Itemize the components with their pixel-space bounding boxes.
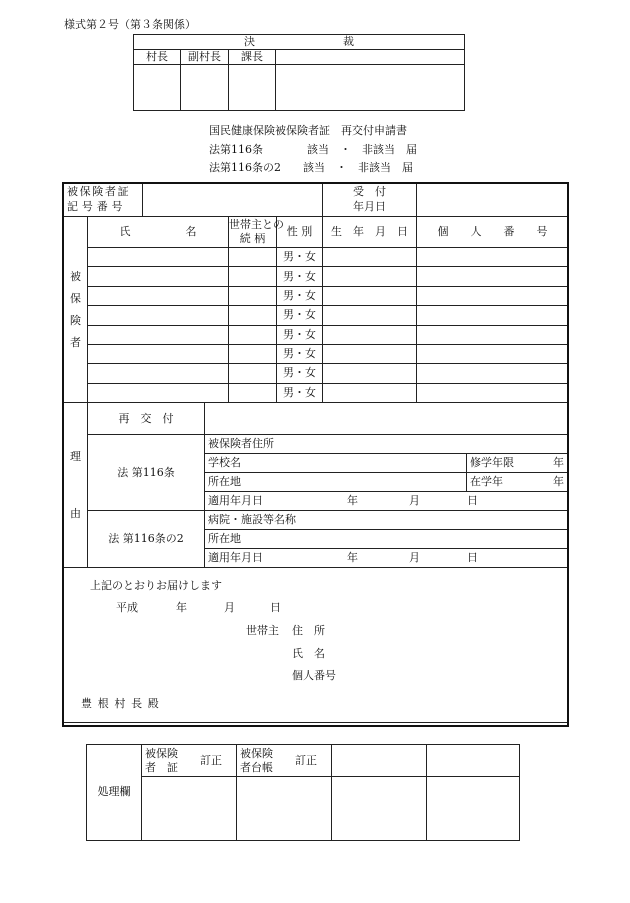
- insured-mynumber-field[interactable]: [417, 248, 569, 267]
- insured-mynumber-field[interactable]: [417, 306, 569, 325]
- processing-extra-header-2: [427, 745, 520, 777]
- insured-name-field[interactable]: [88, 248, 229, 267]
- insured-address-row[interactable]: 被保険者住所: [205, 435, 569, 454]
- processing-extra-header-1: [332, 745, 427, 777]
- declaration-box: [64, 568, 569, 723]
- processing-table: [86, 744, 520, 841]
- insured-name-field[interactable]: [88, 344, 229, 363]
- householder-address-label: 住 所: [292, 624, 325, 638]
- cert-number-field[interactable]: [143, 184, 323, 217]
- stamp-box-extra[interactable]: [276, 65, 465, 111]
- form-title: 国民健康保険被保険者証 再交付申請書: [209, 124, 407, 137]
- insured-mynumber-field[interactable]: [417, 383, 569, 402]
- reason-reissue-field[interactable]: [205, 403, 569, 435]
- processing-register-stamp[interactable]: [237, 777, 332, 841]
- householder-label: 世帯主: [246, 624, 279, 638]
- law116-apply-date-row[interactable]: 適用年月日 年 月 日: [205, 492, 569, 511]
- insured-mynumber-field[interactable]: [417, 267, 569, 286]
- main-form-table: [63, 183, 569, 723]
- processing-cert-stamp[interactable]: [142, 777, 237, 841]
- insured-relation-field[interactable]: [229, 248, 277, 267]
- reason-law116-2-label: 法 第116条の2: [88, 511, 205, 568]
- col-relation-header: 世帯主との 続 柄: [229, 217, 277, 248]
- school-location-row[interactable]: 所在地: [205, 473, 467, 492]
- processing-label: 処理欄: [87, 745, 142, 841]
- insured-gender-field[interactable]: 男・女: [277, 267, 323, 286]
- insured-name-field[interactable]: [88, 267, 229, 286]
- approval-col-vice-mayor: 副村長: [181, 50, 229, 65]
- insured-birth-field[interactable]: [323, 364, 417, 383]
- school-name-row[interactable]: 学校名: [205, 454, 467, 473]
- insured-relation-field[interactable]: [229, 325, 277, 344]
- insured-name-field[interactable]: [88, 383, 229, 402]
- reason-reissue-label: 再 交 付: [88, 403, 205, 435]
- insured-relation-field[interactable]: [229, 364, 277, 383]
- householder-name-label: 氏 名: [292, 647, 325, 661]
- insured-birth-field[interactable]: [323, 267, 417, 286]
- processing-extra-stamp-1[interactable]: [332, 777, 427, 841]
- insured-gender-field[interactable]: 男・女: [277, 306, 323, 325]
- insured-gender-field[interactable]: 男・女: [277, 383, 323, 402]
- col-name-header: 氏 名: [88, 217, 229, 248]
- insured-birth-field[interactable]: [323, 325, 417, 344]
- insured-relation-field[interactable]: [229, 286, 277, 305]
- reason-law116-label: 法 第116条: [88, 435, 205, 511]
- reason-section-label: 理 由: [64, 403, 88, 568]
- stamp-box-mayor[interactable]: [134, 65, 181, 111]
- insured-mynumber-field[interactable]: [417, 344, 569, 363]
- col-gender-header: 性 別: [277, 217, 323, 248]
- insured-mynumber-field[interactable]: [417, 325, 569, 344]
- approval-header: 決 裁: [134, 35, 465, 50]
- stamp-box-vice-mayor[interactable]: [181, 65, 229, 111]
- law116-line: 法第116条 該当 ・ 非該当 届: [209, 143, 417, 156]
- approval-col-mayor: 村長: [134, 50, 181, 65]
- insured-gender-field[interactable]: 男・女: [277, 248, 323, 267]
- insured-birth-field[interactable]: [323, 344, 417, 363]
- addressee: 豊 根 村 長 殿: [81, 697, 160, 711]
- insured-gender-field[interactable]: 男・女: [277, 286, 323, 305]
- insured-gender-field[interactable]: 男・女: [277, 325, 323, 344]
- householder-mynumber-label: 個人番号: [292, 669, 336, 683]
- in-school-years-cell[interactable]: 在学年 年: [467, 473, 569, 492]
- insured-relation-field[interactable]: [229, 344, 277, 363]
- insured-name-field[interactable]: [88, 286, 229, 305]
- insured-mynumber-field[interactable]: [417, 364, 569, 383]
- cert-number-label: 被保険者証 記号番号: [64, 184, 143, 217]
- insured-birth-field[interactable]: [323, 286, 417, 305]
- approval-col-section-chief: 課長: [229, 50, 276, 65]
- insured-section-label: 被 保 険 者: [64, 217, 88, 403]
- insured-gender-field[interactable]: 男・女: [277, 364, 323, 383]
- insured-relation-field[interactable]: [229, 383, 277, 402]
- insured-relation-field[interactable]: [229, 267, 277, 286]
- insured-birth-field[interactable]: [323, 383, 417, 402]
- processing-extra-stamp-2[interactable]: [427, 777, 520, 841]
- law116-2-apply-date-row[interactable]: 適用年月日 年 月 日: [205, 549, 569, 568]
- law116-2-line: 法第116条の2 該当 ・ 非該当 届: [209, 161, 413, 174]
- study-years-cell[interactable]: 修学年限 年: [467, 454, 569, 473]
- insured-birth-field[interactable]: [323, 248, 417, 267]
- insured-relation-field[interactable]: [229, 306, 277, 325]
- received-date-label: 受 付 年月日: [323, 184, 417, 217]
- processing-cert-correction: 被保険 者 証 訂正: [142, 745, 237, 777]
- insured-name-field[interactable]: [88, 306, 229, 325]
- declaration-date[interactable]: 平成 年 月 日: [116, 601, 281, 615]
- insured-gender-field[interactable]: 男・女: [277, 344, 323, 363]
- hospital-location-row[interactable]: 所在地: [205, 530, 569, 549]
- insured-name-field[interactable]: [88, 364, 229, 383]
- insured-mynumber-field[interactable]: [417, 286, 569, 305]
- processing-register-correction: 被保険 者台帳 訂正: [237, 745, 332, 777]
- approval-blank-header: [276, 50, 465, 65]
- declaration-text: 上記のとおりお届けします: [90, 579, 222, 593]
- form-number: 様式第２号（第３条関係）: [64, 18, 196, 31]
- col-birth-header: 生 年 月 日: [323, 217, 417, 248]
- stamp-box-section-chief[interactable]: [229, 65, 276, 111]
- insured-name-field[interactable]: [88, 325, 229, 344]
- col-mynumber-header: 個 人 番 号: [417, 217, 569, 248]
- received-date-field[interactable]: [417, 184, 569, 217]
- hospital-name-row[interactable]: 病院・施設等名称: [205, 511, 569, 530]
- approval-table: [133, 34, 465, 111]
- insured-birth-field[interactable]: [323, 306, 417, 325]
